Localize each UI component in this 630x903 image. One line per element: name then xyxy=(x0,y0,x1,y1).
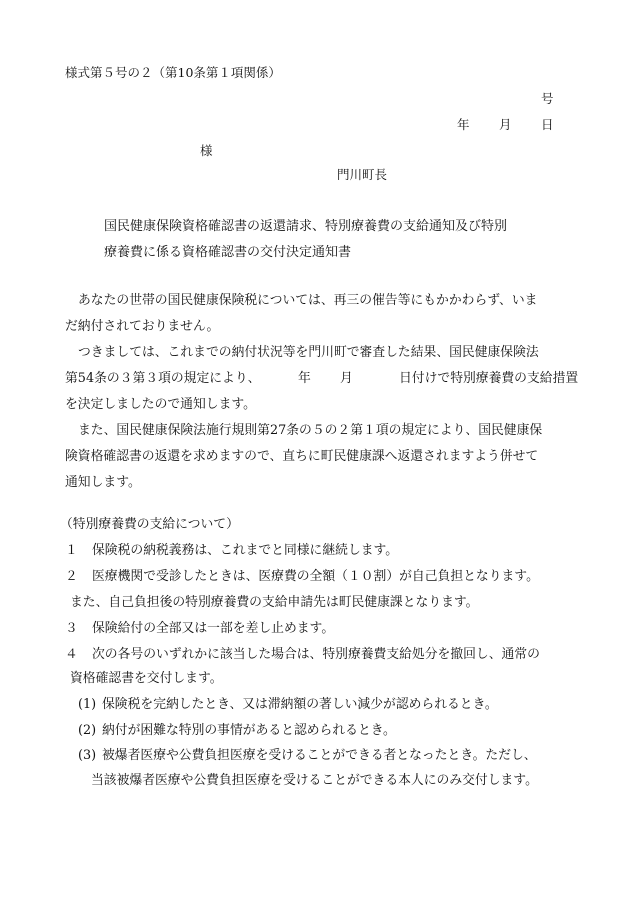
paragraph-2-year-label: 年 xyxy=(298,371,311,386)
section-heading: （特別療養費の支給について） xyxy=(60,517,239,532)
paragraph-1-line-1: あなたの世帯の国民健康保険税については、再三の催告等にもかかわらず、いま xyxy=(78,293,538,308)
item-2-continuation: また、自己負担後の特別療養費の支給申請先は町民健康課となります。 xyxy=(70,595,479,610)
item-4-continuation: 資格確認書を交付します。 xyxy=(70,671,223,686)
item-4-number: ４ xyxy=(65,647,78,662)
item-3-number: ３ xyxy=(65,621,78,636)
date-month-label: 月 xyxy=(499,117,512,132)
document-title-line-2: 療養費に係る資格確認書の交付決定通知書 xyxy=(104,245,352,260)
item-3-text: 保険給付の全部又は一部を差し止めます。 xyxy=(92,621,335,636)
paragraph-3-line-3: 通知します。 xyxy=(65,475,141,490)
date-day-label: 日 xyxy=(541,117,554,132)
subitem-3-continuation: 当該被爆者医療や公費負担医療を受けることができる本人にのみ交付します。 xyxy=(91,773,538,788)
subitem-1-number: (1) xyxy=(78,697,97,712)
subitem-3-text: 被爆者医療や公費負担医療を受けることができる者となったとき。ただし、 xyxy=(102,748,537,763)
paragraph-2-line-1: つきましては、これまでの納付状況等を門川町で審査した結果、国民健康保険法 xyxy=(78,345,539,360)
document-number-label: 号 xyxy=(541,91,554,106)
subitem-2-number: (2) xyxy=(78,723,97,738)
addressee-suffix: 様 xyxy=(200,143,213,158)
item-4-text: 次の各号のいずれかに該当した場合は、特別療養費支給処分を撤回し、通常の xyxy=(92,647,540,662)
paragraph-2-line-2b: 日付けで特別療養費の支給措置 xyxy=(399,371,579,386)
item-1-number: １ xyxy=(65,543,78,558)
date-year-label: 年 xyxy=(457,117,470,132)
form-label: 様式第５号の２（第10条第１項関係） xyxy=(65,65,281,80)
subitem-2-text: 納付が困難な特別の事情があると認められるとき。 xyxy=(102,723,396,738)
subitem-3-number: (3) xyxy=(78,748,97,763)
item-2-text: 医療機関で受診したときは、医療費の全額（１０割）が自己負担となります。 xyxy=(92,569,539,584)
item-1-text: 保険税の納税義務は、これまでと同様に継続します。 xyxy=(92,543,399,558)
document-title-line-1: 国民健康保険資格確認書の返還請求、特別療養費の支給通知及び特別 xyxy=(104,219,508,234)
paragraph-3-line-2: 険資格確認書の返還を求めますので、直ちに町民健康課へ返還されますよう併せて xyxy=(65,449,539,464)
paragraph-3-line-1: また、国民健康保険法施行規則第27条の５の２第１項の規定により、国民健康保 xyxy=(78,423,543,438)
paragraph-2-month-label: 月 xyxy=(340,371,353,386)
paragraph-2-line-3: を決定しましたので通知します。 xyxy=(65,397,256,412)
item-2-number: ２ xyxy=(65,569,78,584)
subitem-1-text: 保険税を完納したとき、又は滞納額の著しい減少が認められるとき。 xyxy=(102,697,498,712)
paragraph-2-line-2a: 第54条の３第３項の規定により、 xyxy=(65,371,261,386)
sender-name: 門川町長 xyxy=(337,167,388,182)
paragraph-1-line-2: だ納付されておりません。 xyxy=(65,319,220,334)
